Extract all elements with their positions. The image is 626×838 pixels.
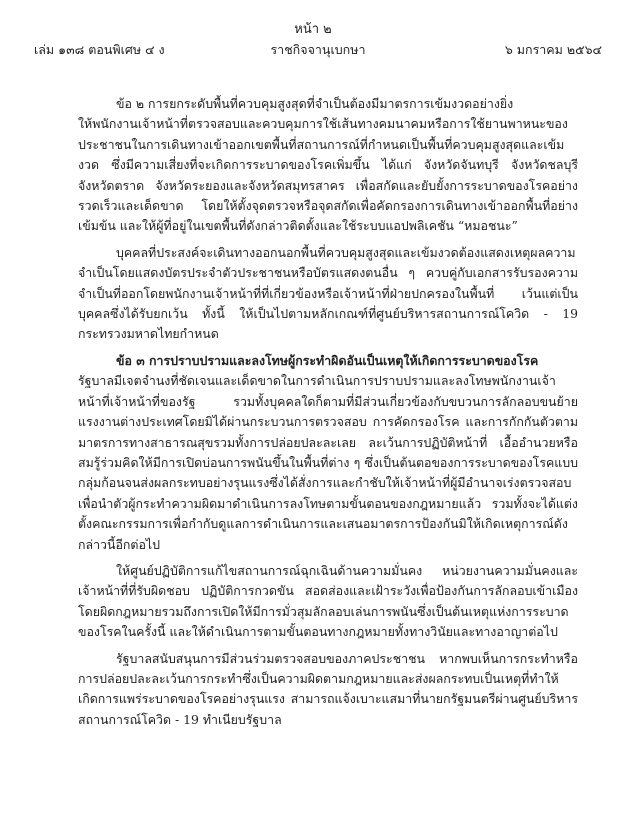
section-3-paragraph-2: ให้ศูนย์ปฏิบัติการแก้ไขสถานการณ์ฉุกเฉินด้านความมั่นคง หน่วยงานความมั่นคงและเจ้าหน้าที่ที่รับผิดชอบ ปฏิบัติการกวดขัน สอดส่องและเฝ้าระวังเพื่อป้องกันการลักลอบเข้าเมืองโดยผิดกฎหมายรวมถึงการเปิดให้มีการมั่วสุมลักลอบเล่นการพนันซึ่งเป็นต้นเหตุแห่งการระบาดของโรคในครั้งนี้ และให้ดำเนินการตามขั้นตอนทางกฎหมายทั้งทางวินัยและทางอาญาต่อไป: [78, 562, 578, 640]
section-2-heading: ข้อ ๒ การยกระดับพื้นที่ควบคุมสูงสุดที่จำเป็นต้องมีมาตรการเข้มงวดอย่างยิ่ง: [116, 96, 514, 111]
section-2-paragraph-1: ให้พนักงานเจ้าหน้าที่ตรวจสอบและควบคุมการใช้เส้นทางคมนาคมหรือการใช้ยานพาหนะของประชาชนในการเดินทางเข้าออกเขตพื้นที่สถานการณ์ที่กำหนดเป็นพื้นที่ควบคุมสูงสุดและเข้มงวด ซึ่งมีความเสี่ยงที่จะเกิดการระบาดของโรคเพิ่มขึ้น ได้แก่ จังหวัดจันทบุรี จังหวัดชลบุรี จังหวัดตราด จังหวัดระยองและจังหวัดสมุทรสาคร เพื่อสกัดและยับยั้งการระบาดของโรคอย่างรวดเร็วและเด็ดขาด โดยให้ตั้งจุดตรวจหรือจุดสกัดเพื่อคัดกรองการเดินทางเข้าออกพื้นที่อย่างเข้มข้น และให้ผู้ที่อยู่ในเขตพื้นที่ดังกล่าวติดตั้งและใช้ระบบแอปพลิเคชัน “หมอชนะ”: [78, 116, 578, 234]
publication-date: ๖ มกราคม ๒๕๖๔: [504, 42, 602, 57]
volume-issue: เล่ม ๑๓๘ ตอนพิเศษ ๔ ง: [34, 42, 165, 57]
section-2-paragraph-2: บุคคลที่ประสงค์จะเดินทางออกนอกพื้นที่ควบคุมสูงสุดและเข้มงวดต้องแสดงเหตุผลความจำเป็นโดยแสดงบัตรประจำตัวประชาชนหรือบัตรแสดงตนอื่น ๆ ควบคู่กับเอกสารรับรองความจำเป็นที่ออกโดยพนักงานเจ้าหน้าที่ที่เกี่ยวข้องหรือเจ้าหน้าที่ฝ่ายปกครองในพื้นที่ เว้นแต่เป็นบุคคลซึ่งได้รับยกเว้น ทั้งนี้ ให้เป็นไปตามหลักเกณฑ์ที่ศูนย์บริหารสถานการณ์โควิด - 19 กระทรวงมหาดไทยกำหนด: [78, 244, 578, 342]
section-3-paragraph-1: รัฐบาลมีเจตจำนงที่ชัดเจนและเด็ดขาดในการดำเนินการปราบปรามและลงโทษพนักงานเจ้าหน้าที่เจ้าหน้าที่ของรัฐ รวมทั้งบุคคลใดก็ตามที่มีส่วนเกี่ยวข้องกับขบวนการลักลอบขนย้ายแรงงานต่างประเทศโดยมิได้ผ่านกระบวนการตรวจสอบ การคัดกรองโรค และการกักกันตัวตามมาตรการทางสาธารณสุขรวมทั้งการปล่อยปละละเลย ละเว้นการปฏิบัติหน้าที่ เอื้ออำนวยหรือสมรู้ร่วมคิดให้มีการเปิดบ่อนการพนันขึ้นในพื้นที่ต่าง ๆ ซึ่งเป็นต้นตอของการระบาดของโรคแบบกลุ่มก้อนจนส่งผลกระทบอย่างรุนแรงซึ่งได้สั่งการและกำชับให้เจ้าหน้าที่ผู้มีอำนาจเร่งตรวจสอบเพื่อนำตัวผู้กระทำความผิดมาดำเนินการลงโทษตามขั้นตอนของกฎหมายแล้ว รวมทั้งจะได้แต่งตั้งคณะกรรมการเพื่อกำกับดูแลการดำเนินการและเสนอมาตรการป้องกันมิให้เกิดเหตุการณ์ดังกล่าวนี้อีกต่อไป: [78, 373, 578, 552]
document-body: [78, 94, 578, 730]
section-3-paragraph-3: รัฐบาลสนับสนุนการมีส่วนร่วมตรวจสอบของภาคประชาชน หากพบเห็นการกระทำหรือการปล่อยปละละเว้นการกระทำซึ่งเป็นความผิดตามกฎหมายและส่งผลกระทบเป็นเหตุที่ทำให้เกิดการแพร่ระบาดของโรคอย่างรุนแรง สามารถแจ้งเบาะแสมาที่นายกรัฐมนตรีผ่านศูนย์บริหารสถานการณ์โควิด - 19 ทำเนียบรัฐบาล: [78, 650, 578, 727]
section-3-heading: ข้อ ๓ การปราบปรามและลงโทษผู้กระทำผิดอันเป็นเหตุให้เกิดการระบาดของโรค: [116, 352, 539, 368]
page-number: หน้า ๒: [294, 22, 332, 37]
publication-name: ราชกิจจานุเบกษา: [270, 42, 366, 57]
running-header: [34, 40, 602, 60]
